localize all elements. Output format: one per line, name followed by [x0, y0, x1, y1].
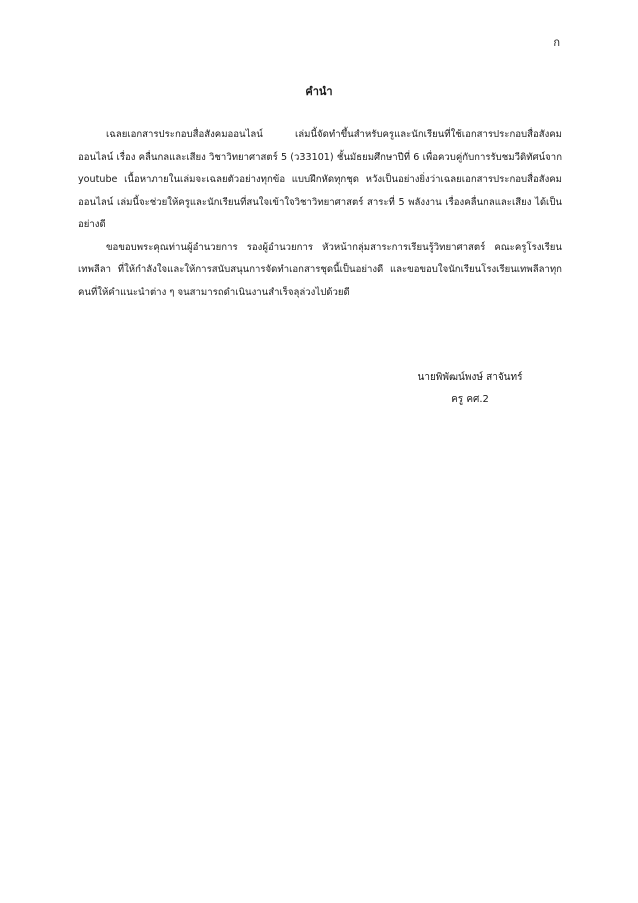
preface-paragraph-1: เฉลยเอกสารประกอบสื่อสังคมออนไลน์ เล่มนี้จัดทำขึ้นสำหรับครูและนักเรียนที่ใช้เอกสารประกอบสื่อสังคมออนไลน์ เรื่อง คลื่นกลและเสียง วิชาวิทยาศาสตร์ 5 (ว33101) ชั้นมัธยมศึกษาปีที่ 6 เพื่อควบคู่กับการรับชมวีดิทัศน์จาก youtube เนื้อหาภายในเล่มจะเฉลยตัวอย่างทุกข้อ แบบฝึกหัดทุกชุด หวังเป็นอย่างยิ่งว่าเฉลยเอกสารประกอบสื่อสังคมออนไลน์ เล่มนี้จะช่วยให้ครูและนักเรียนที่สนใจเข้าใจวิชาวิทยาศาสตร์ สาระที่ 5 พลังงาน เรื่องคลื่นกลและเสียง ได้เป็นอย่างดี	[78, 129, 562, 230]
author-name: นายพิพัฒน์พงษ์ สาจันทร์	[417, 372, 523, 383]
author-position: ครู คศ.2	[451, 394, 489, 405]
preface-paragraph-2: ขอขอบพระคุณท่านผู้อำนวยการ รองผู้อำนวยการ หัวหน้ากลุ่มสาระการเรียนรู้วิทยาศาสตร์ คณะครูโรงเรียนเทพลีลา ที่ให้กำลังใจและให้การสนับสนุนการจัดทำเอกสารชุดนี้เป็นอย่างดี และขอขอบใจนักเรียนโรงเรียนเทพลีลาทุกคนที่ให้คำแนะนำต่าง ๆ จนสามารถดำเนินงานสำเร็จลุล่วงไปด้วยดี	[78, 241, 562, 298]
preface-body	[78, 124, 562, 304]
page-number: ก	[553, 36, 560, 49]
signature-block	[360, 367, 580, 411]
page-title: คำนำ	[305, 85, 333, 98]
